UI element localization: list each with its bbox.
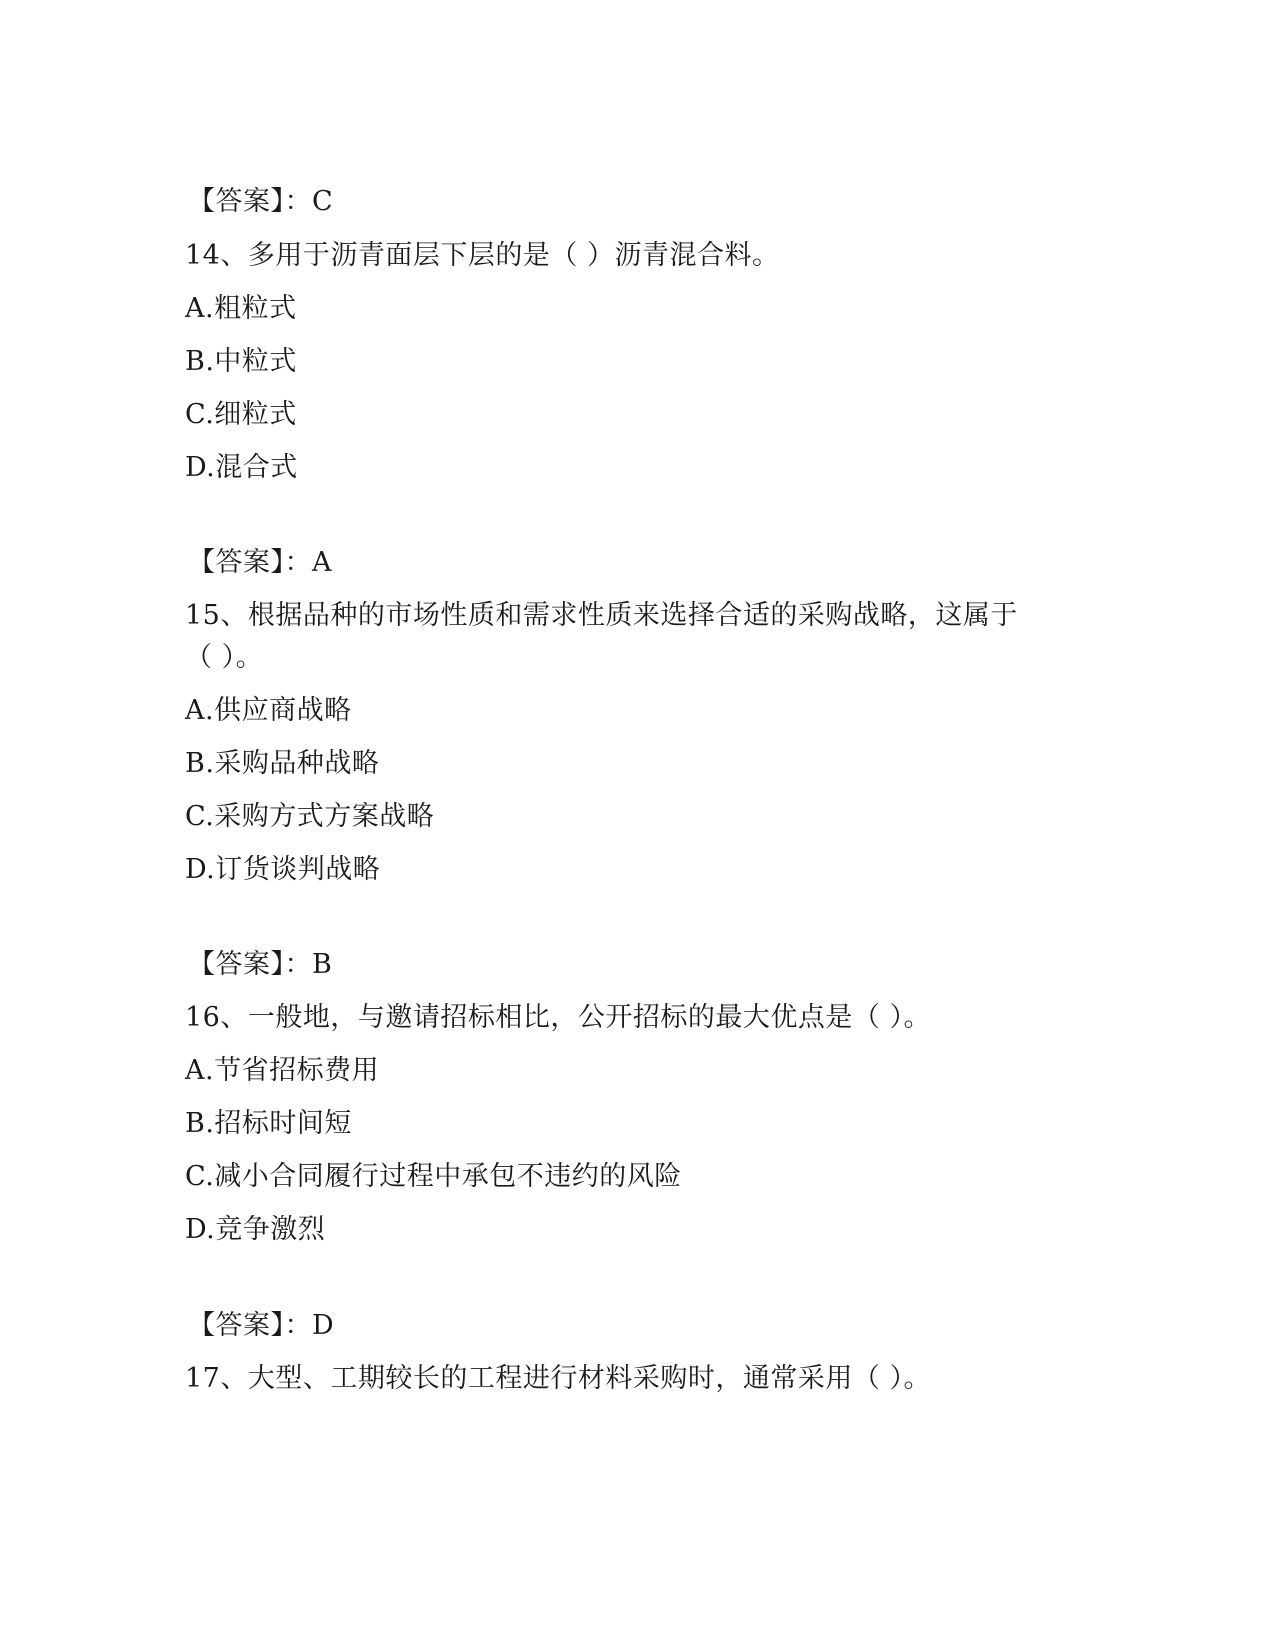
answer-line — [188, 546, 332, 580]
question-17: 17、大型、工期较长的工程进行材料采购时，通常采用（ ）。 — [185, 1363, 931, 1394]
answer-label: 【答案】： — [188, 547, 312, 578]
option-a: A.粗粒式 — [185, 293, 297, 324]
option-c: C.细粒式 — [185, 399, 297, 430]
question-15-line2: （ ）。 — [185, 642, 264, 673]
answer-value: B — [312, 949, 333, 980]
question-14: 14、多用于沥青面层下层的是（ ）沥青混合料。 — [185, 240, 780, 271]
answer-label: 【答案】： — [188, 1310, 312, 1341]
answer-value: D — [312, 1310, 335, 1341]
option-d: D.竞争激烈 — [185, 1214, 326, 1245]
option-c: C.采购方式方案战略 — [185, 801, 435, 832]
option-d: D.混合式 — [185, 452, 298, 483]
option-b: B.采购品种战略 — [185, 748, 380, 779]
question-16: 16、一般地，与邀请招标相比，公开招标的最大优点是（ ）。 — [185, 1002, 931, 1033]
answer-label: 【答案】： — [188, 186, 312, 217]
option-b: B.中粒式 — [185, 346, 297, 377]
question-15-line1: 15、根据品种的市场性质和需求性质来选择合适的采购战略，这属于 — [185, 600, 1018, 631]
answer-label: 【答案】： — [188, 949, 312, 980]
option-c: C.减小合同履行过程中承包不违约的风险 — [185, 1161, 682, 1192]
option-a: A.供应商战略 — [185, 695, 352, 726]
answer-line — [188, 948, 332, 982]
option-a: A.节省招标费用 — [185, 1055, 380, 1086]
option-d: D.订货谈判战略 — [185, 854, 381, 885]
answer-line — [188, 1309, 334, 1343]
answer-line — [188, 185, 333, 219]
answer-value: C — [312, 186, 334, 217]
option-b: B.招标时间短 — [185, 1108, 352, 1139]
answer-value: A — [312, 547, 332, 578]
